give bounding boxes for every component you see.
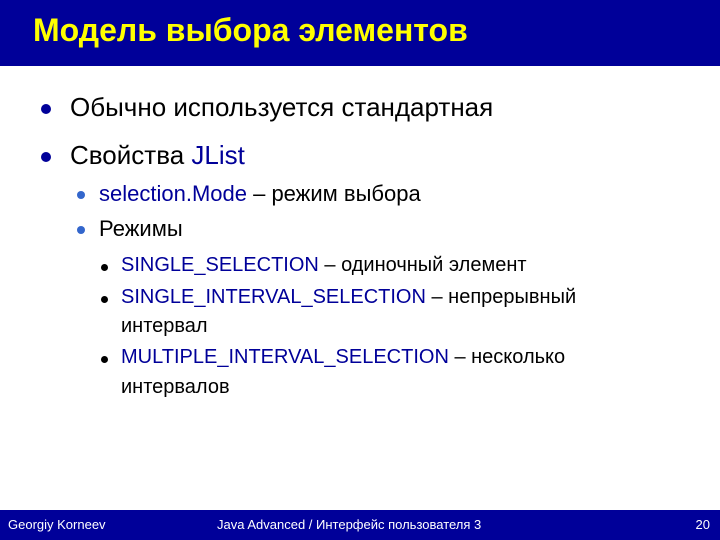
- bullet-dot: [101, 296, 108, 303]
- bullet-text: – одиночный элемент: [318, 254, 527, 276]
- bullet-item-7: [121, 346, 565, 369]
- code-term: MULTIPLE_INTERVAL_SELECTION: [121, 346, 449, 368]
- bullet-item-5: [121, 254, 527, 277]
- code-term: SINGLE_SELECTION: [121, 254, 319, 276]
- code-term: JList: [191, 140, 245, 170]
- bullet-text: – режим выбора: [246, 181, 421, 206]
- bullet-text: – непрерывный: [425, 286, 577, 308]
- slide-title: Модель выбора элементов: [33, 12, 468, 48]
- footer-bar: [0, 510, 720, 540]
- code-term: selection.Mode: [99, 181, 247, 206]
- bullet-dot: [41, 152, 51, 162]
- bullet-dot: [101, 264, 108, 271]
- bullet-continuation: [121, 315, 208, 338]
- bullet-text: Свойства: [70, 140, 192, 170]
- bullet-text: Режимы: [99, 216, 183, 241]
- footer-author: Georgiy Korneev: [8, 517, 106, 532]
- bullet-text: – несколько: [448, 346, 566, 368]
- bullet-item-4: [99, 216, 183, 242]
- bullet-dot: [101, 356, 108, 363]
- bullet-item-2: [70, 140, 245, 171]
- bullet-text: интервалов: [121, 376, 230, 398]
- bullet-item-1: [70, 92, 493, 123]
- code-term: SINGLE_INTERVAL_SELECTION: [121, 286, 426, 308]
- bullet-item-6: [121, 286, 576, 309]
- bullet-item-3: [99, 181, 421, 207]
- title-bar: [0, 0, 720, 66]
- bullet-dot: [41, 104, 51, 114]
- bullet-continuation: [121, 376, 230, 399]
- bullet-dot: [77, 191, 85, 199]
- bullet-text: Обычно используется стандартная: [70, 92, 494, 122]
- footer-course: Java Advanced / Интерфейс пользователя 3: [217, 517, 482, 532]
- bullet-text: интервал: [121, 315, 208, 337]
- bullet-dot: [77, 226, 85, 234]
- page-number: 20: [695, 517, 710, 532]
